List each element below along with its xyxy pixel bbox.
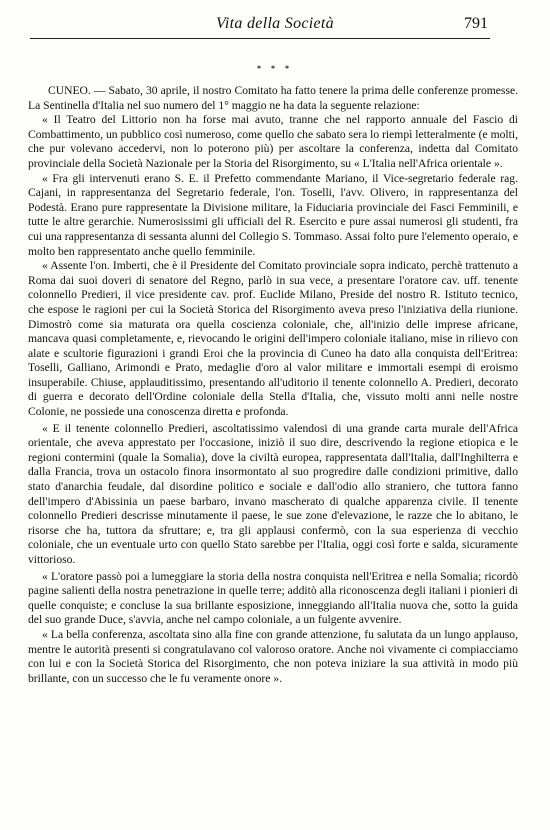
article-body bbox=[28, 84, 518, 686]
running-title: Vita della Società bbox=[216, 15, 334, 32]
paragraph-conclusion: « La bella conferenza, ascoltata sino alla fine con grande attenzione, fu salutata da un lungo applauso, mentre le autorità presenti si congratulavano col valoroso oratore. Anche noi vivamente ci compiacciamo con lui e con la Società Storica del Risorgimento, che non poteva iniziare la sua attività in modo più brillante, con un successo che le fu veramente onore ». bbox=[28, 627, 518, 685]
page-header bbox=[0, 0, 550, 40]
paragraph-history: « L'oratore passò poi a lumeggiare la storia della nostra conquista nell'Eritrea e nella Somalia; ricordò pagine salienti della nostra penetrazione in quelle terre; additò alla riconoscenza degli italiani i pionieri di quelle conquiste; e concluse la sua brillante esposizione, inneggiando all'Italia nuova che, sotto la guida del suo grande Duce, s'avvia, anche nel campo coloniale, a un fulgente avvenire. bbox=[28, 569, 518, 627]
paragraph-theatre: « Il Teatro del Littorio non ha forse mai avuto, tranne che nel rapporto annuale del Fascio di Combattimento, un pubblico così numeroso, come quello che sabato sera lo riempì letteralmente (e molti, che pur volevano accedervi, non lo poterono più) per ascoltare la conferenza, indetta dal Comitato provinciale della Società Nazionale per la Storia del Risorgimento, su « L'Italia nell'Africa orientale ». bbox=[28, 113, 518, 170]
paragraph-presentation: « Assente l'on. Imberti, che è il Presidente del Comitato provinciale sopra indicato, perchè trattenuto a Roma dai suoi doveri di senatore del Regno, parlò in sua vece, a presentare l'oratore cav. uff. tenente colonnello Predieri, il vice presidente cav. prof. Euclide Milano, Preside del nostro R. Istituto tecnico, che espose le ragioni per cui la Società Storica del Risorgimento aveva preso l'iniziativa della riunione. Dimostrò come sia maturata ora quella coscienza coloniale, che, all'inizio delle imprese africane, mancava quasi completamente, e, rievocando le origini dell'impero coloniale italiano, mise in rilievo con alate e scultorie figurazioni i grandi Eroi che la provincia di Cuneo ha dato alla conquista dell'Eritrea: Toselli, Galliano, Arimondi e Prato, medaglie d'oro al valor militare e immortali esempi di eroismo insuperabile. Chiuse, applauditissimo, presentando all'uditorio il tenente colonnello A. Predieri, decorato di guerra e decorato dell'Ordine coloniale della Stella d'Italia, che, vissuto molti anni nelle nostre Colonie, ne possiede una conoscenza diretta e profonda. bbox=[28, 259, 518, 419]
paragraph-lecture: « E il tenente colonnello Predieri, ascoltatissimo valendosi di una grande carta murale dell'Africa orientale, che aveva apprestato per l'occasione, iniziò il suo dire, descrivendo la regione etiopica e le regioni contermini (quale la Somalia), dove la civiltà europea, rappresentata dall'Italia, dall'Inghilterra e dalla Francia, trova un ostacolo finora insormontato al suo progredire dalle condizioni primitive, dallo stato d'anarchia feudale, dal disordine politico e sociale e dall'odio allo straniero, che tuttora fanno dell'impero d'Abissinia un paese barbaro, invano mascherato di qualche apparenza civile. Il tenente colonnello Predieri descrisse minutamente il paese, le sue zone d'elevazione, le razze che lo abitano, le risorse che ha, tuttora da sfruttare; e, tra gli applausi confermò, con la sua esperienza di vecchio coloniale, che un eventuale urto con quello Stato sarebbe per l'Italia, oggi così forte e salda, sicuramente vittorioso. bbox=[28, 421, 518, 566]
paragraph-attendees: « Fra gli intervenuti erano S. E. il Prefetto commendante Mariano, il Vice-segretario federale rag. Cajani, in rappresentanza del Segretario federale, l'on. Toselli, l'avv. Olivero, in rappresentanza del Podestà. Erano pure rappresentate la Divisione militare, la Fiduciaria provinciale dei Fasci Femminili, e tutte le altre gerarchie. Numerosissimi gli ufficiali del R. Esercito e pure assai numerosi gli studenti, fra cui una rappresentanza di sessanta alunni del Collegio S. Tommaso. Assai folto pure l'elemento operaio, e molto ben rappresentato anche quello femminile. bbox=[28, 171, 518, 258]
paragraph-intro: CUNEO. — Sabato, 30 aprile, il nostro Comitato ha fatto tenere la prima delle conferenze promesse. La Sentinella d'Italia nel suo numero del 1° maggio ne ha data la seguente relazione: bbox=[28, 84, 518, 112]
page-number: 791 bbox=[464, 15, 488, 32]
section-separator: * * * bbox=[257, 64, 293, 73]
header-rule bbox=[30, 38, 490, 39]
